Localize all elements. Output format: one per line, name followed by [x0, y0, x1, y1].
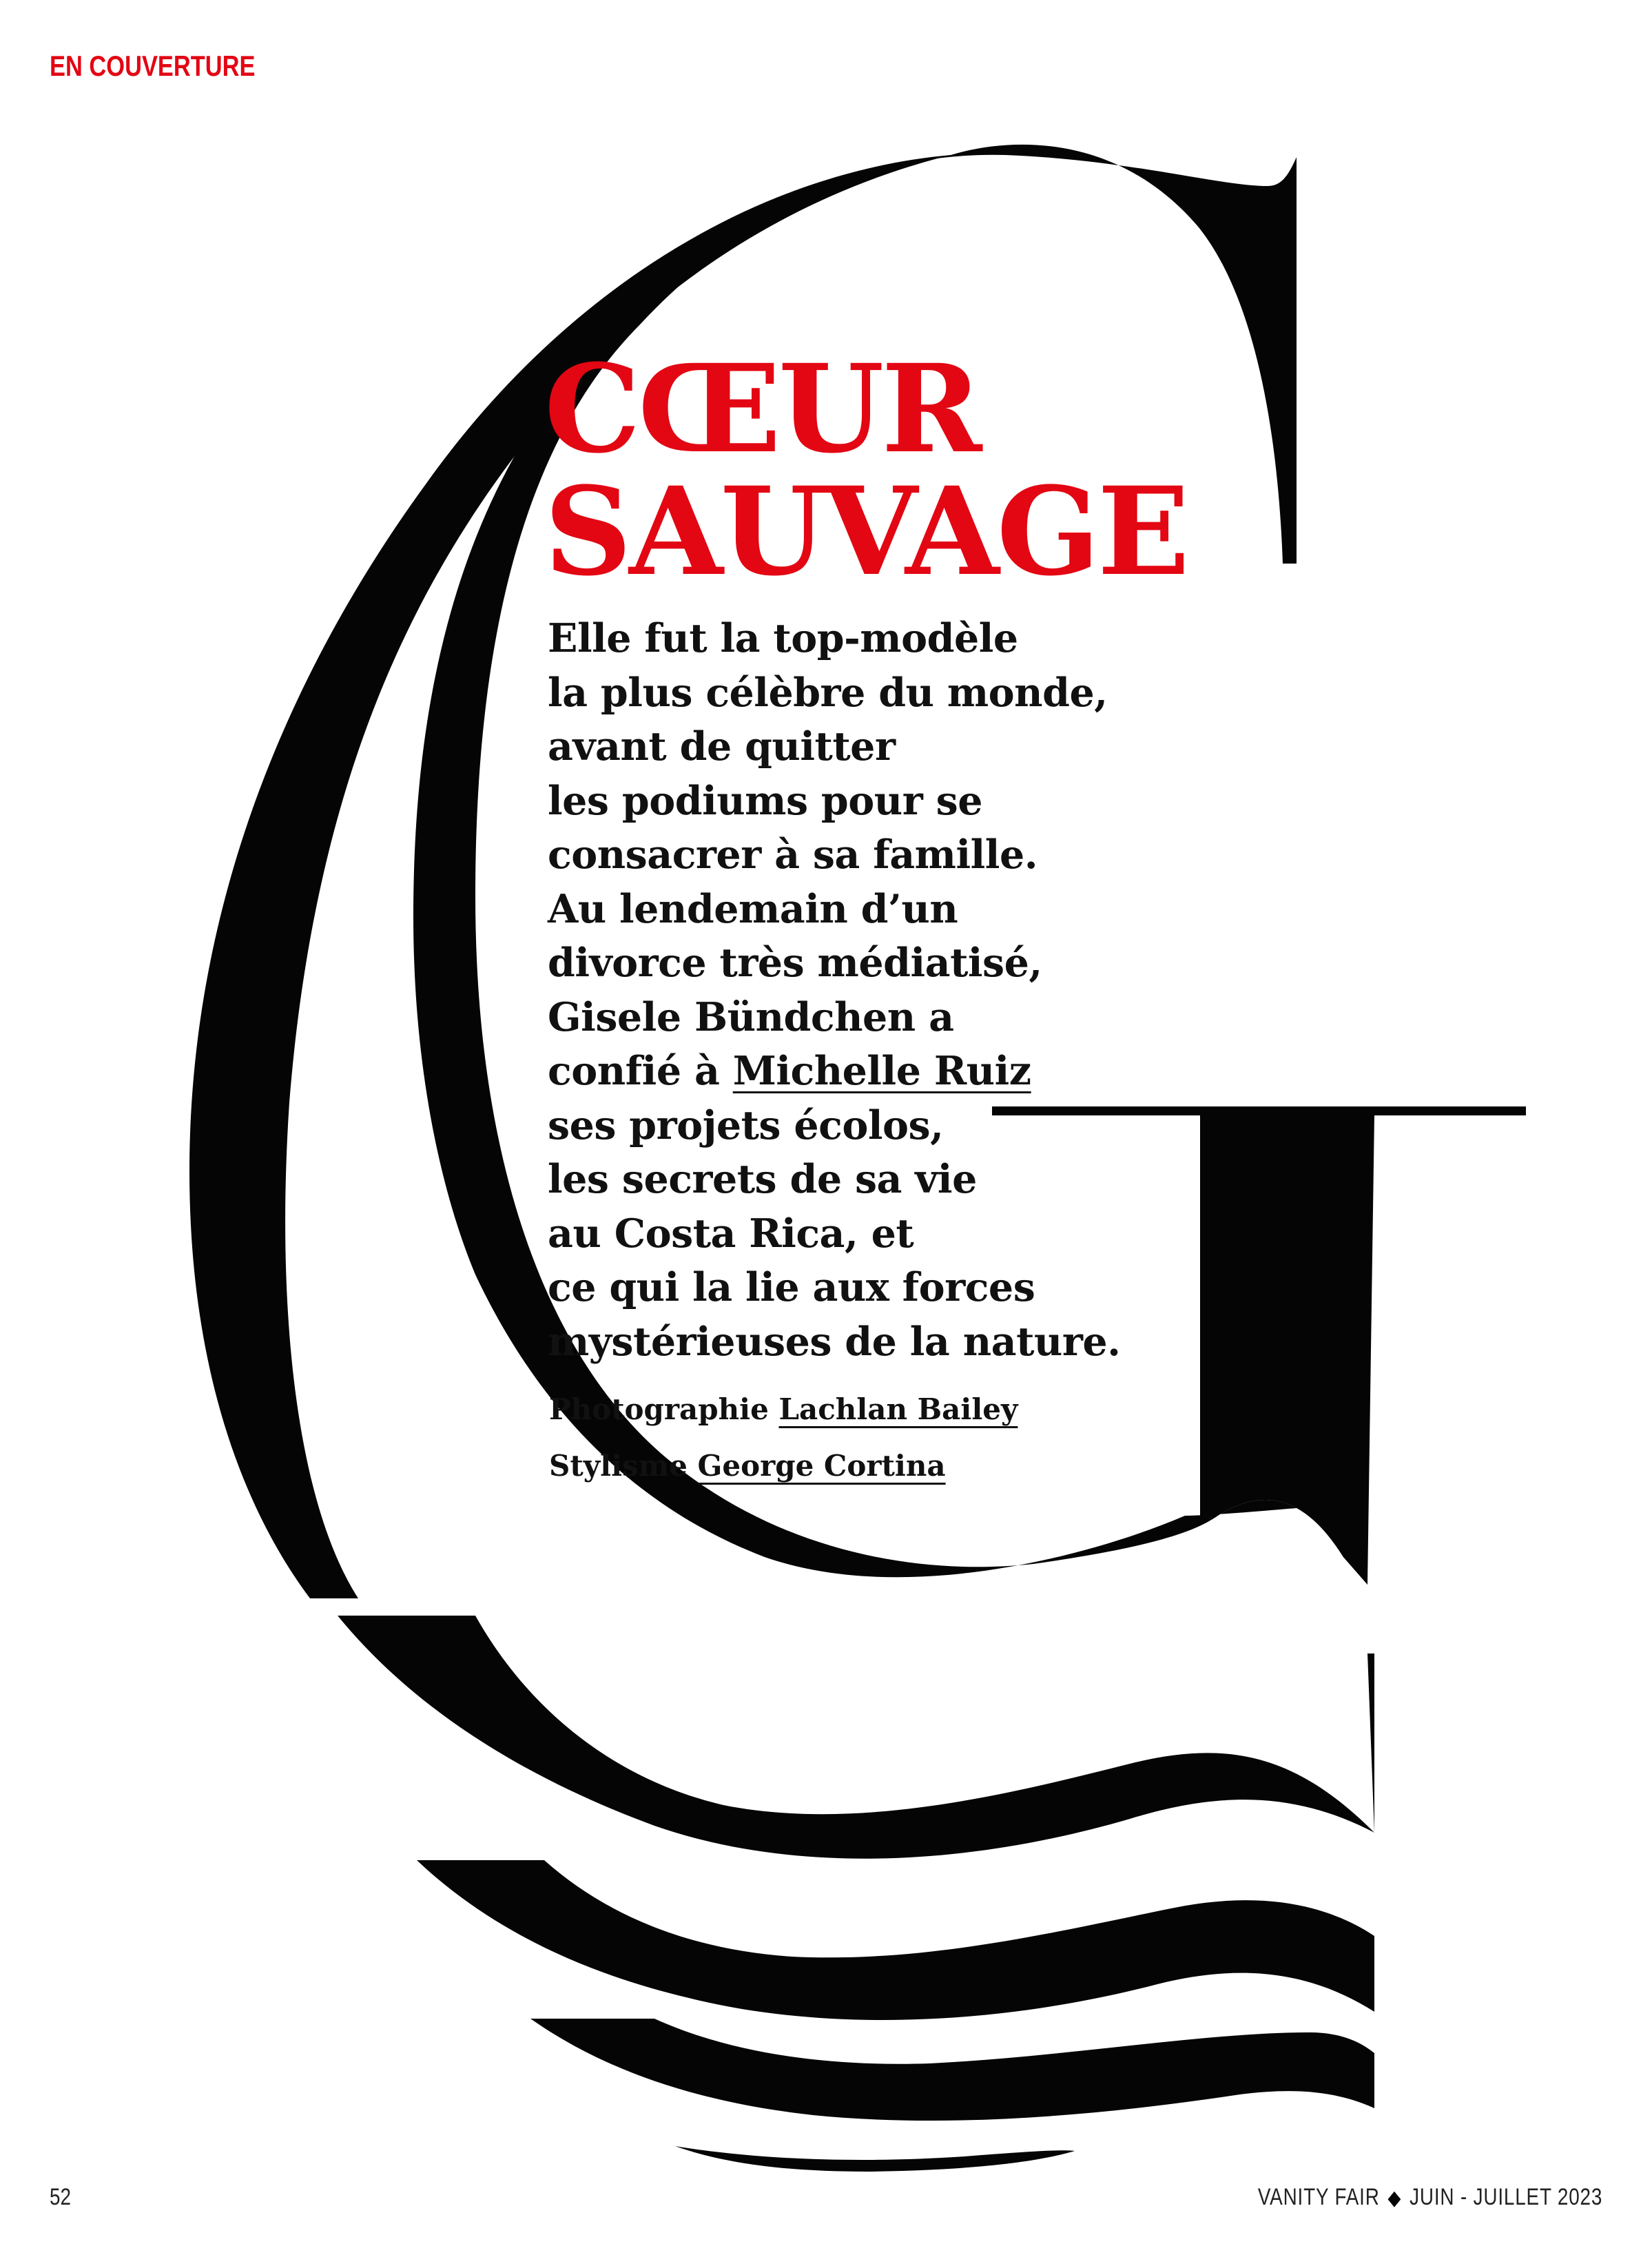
deck-line: consacrer à sa famille. [548, 832, 1038, 878]
author-link[interactable]: Michelle Ruiz [732, 1048, 1031, 1094]
credits [549, 1381, 1018, 1494]
deck-line-author [548, 1044, 1168, 1099]
headline-line-1: CŒUR [544, 338, 980, 480]
g-slice-1 [338, 1616, 1374, 1859]
deck-line: les podiums pour se [548, 777, 982, 824]
deck-line: ses projets écolos, [548, 1102, 944, 1148]
photographer-link[interactable]: Lachlan Bailey [778, 1392, 1018, 1426]
g-slice-3 [530, 2019, 1374, 2121]
deck-line: Gisele Bündchen a [548, 993, 954, 1040]
g-stem [1200, 1115, 1374, 1585]
photo-credit [549, 1381, 1018, 1438]
stylist-link[interactable]: George Cortina [697, 1449, 946, 1483]
diamond-icon: ◆ [1387, 2187, 1402, 2209]
g-slice-4 [675, 2146, 1075, 2172]
issue-date: JUIN - JUILLET 2023 [1409, 2184, 1602, 2210]
g-slice-2 [417, 1860, 1374, 2020]
deck-line: avant de quitter [548, 723, 896, 770]
page-number: 52 [50, 2184, 72, 2210]
deck-line: Au lendemain d’un [548, 885, 958, 932]
headline-line-2: SAUVAGE [544, 460, 1188, 603]
footer-magazine-info [1258, 2184, 1602, 2211]
magazine-name: VANITY FAIR [1257, 2184, 1380, 2210]
deck-text [548, 612, 1168, 1369]
deck-line: ce qui la lie aux forces [548, 1264, 1035, 1310]
style-credit [549, 1438, 1018, 1494]
deck-line: au Costa Rica, et [548, 1210, 914, 1257]
deck-line: la plus célèbre du monde, [548, 669, 1108, 716]
headline [544, 338, 1188, 603]
deck-line-prefix: confié à [548, 1048, 733, 1094]
deck-line: Elle fut la top-modèle [548, 615, 1018, 661]
section-label: EN COUVERTURE [50, 50, 256, 82]
deck-line: mystérieuses de la nature. [548, 1318, 1121, 1365]
style-credit-label: Stylisme [549, 1449, 698, 1483]
deck-line: les secrets de sa vie [548, 1156, 977, 1202]
deck-line: divorce très médiatisé, [548, 940, 1042, 986]
photo-credit-label: Photographie [549, 1392, 779, 1426]
